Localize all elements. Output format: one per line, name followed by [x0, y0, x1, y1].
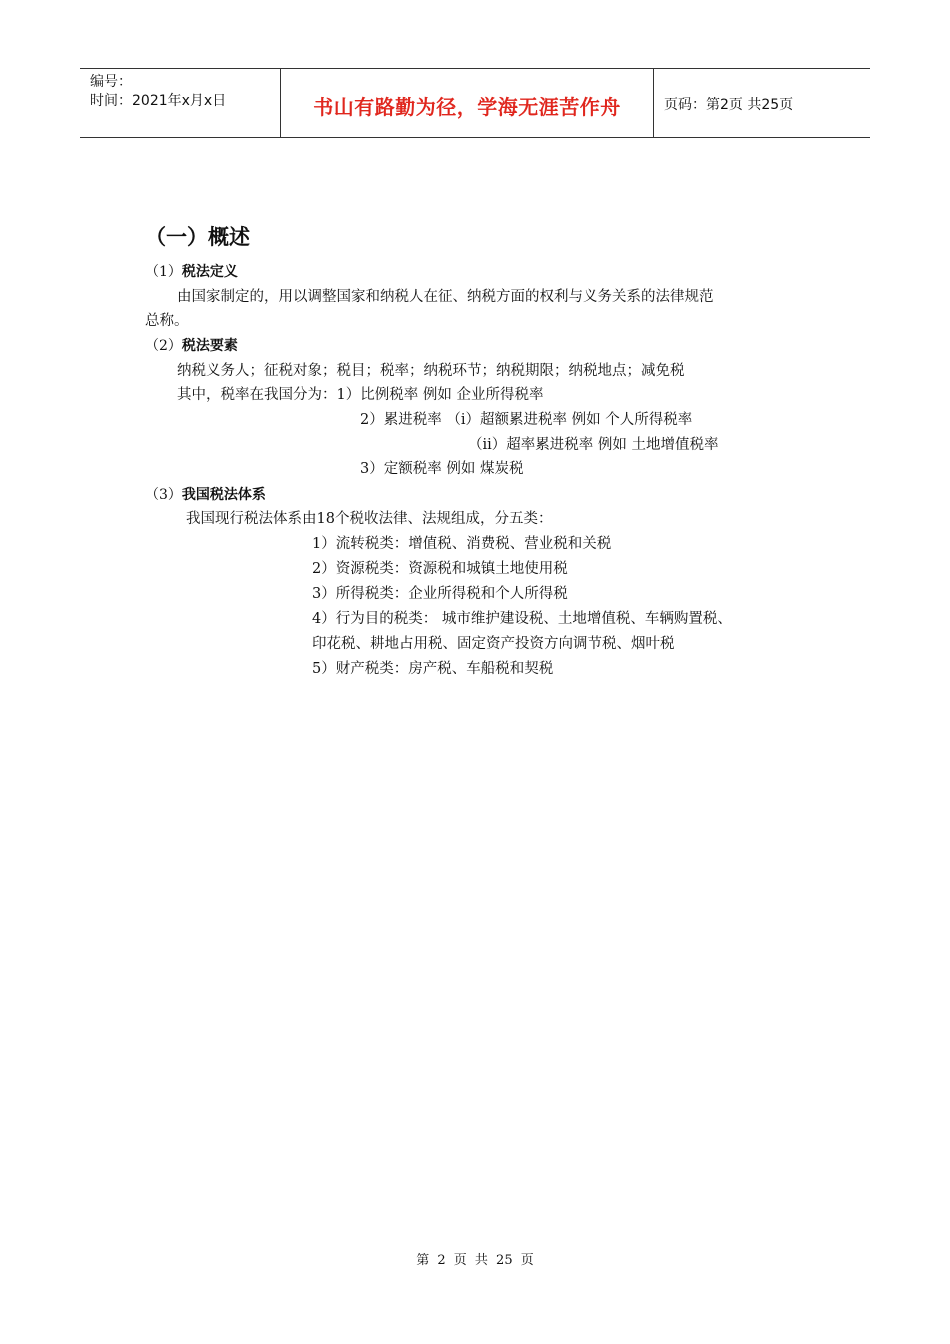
document-time-label: 时间：2021年x月x日: [90, 93, 227, 109]
paragraph-line: 其中，税率在我国分为：1）比例税率 例如 企业所得税率: [177, 387, 544, 403]
paragraph-line: 总称。: [145, 313, 189, 329]
subsection-heading-3: [145, 486, 266, 504]
paragraph-line: 由国家制定的，用以调整国家和纳税人在征、纳税方面的权利与义务关系的法律规范: [177, 289, 714, 305]
subsection-number: （2）: [145, 338, 182, 354]
document-number-label: 编号：: [90, 74, 132, 90]
subsection-heading-2: [145, 337, 238, 355]
header-page-info: 页码：第2页 共25页: [664, 97, 794, 113]
list-item: 3）所得税类：企业所得税和个人所得税: [312, 586, 568, 602]
subsection-title: 税法要素: [181, 338, 238, 354]
subsection-heading-1: [145, 263, 238, 281]
list-item: 印花税、耕地占用税、固定资产投资方向调节税、烟叶税: [312, 636, 675, 652]
subsection-title: 税法定义: [181, 264, 238, 280]
paragraph-line: 2）累进税率 （i）超额累进税率 例如 个人所得税率: [360, 412, 693, 428]
paragraph-line: 纳税义务人；征税对象；税目；税率；纳税环节；纳税期限；纳税地点；减免税: [177, 363, 685, 379]
header-motto-cell: [281, 69, 654, 137]
subsection-number: （3）: [145, 487, 182, 503]
subsection-number: （1）: [145, 264, 182, 280]
page-footer: 第 2 页 共 25 页: [416, 1253, 534, 1268]
list-item: 4）行为目的税类： 城市维护建设税、土地增值税、车辆购置税、: [312, 611, 732, 627]
header-meta-cell: [80, 69, 281, 137]
list-item: 1）流转税类：增值税、消费税、营业税和关税: [312, 536, 612, 552]
header-page-cell: [654, 69, 870, 137]
list-item: 2）资源税类：资源税和城镇土地使用税: [312, 561, 568, 577]
list-item: 5）财产税类：房产税、车船税和契税: [312, 661, 554, 677]
header-motto: 书山有路勤为径，学海无涯苦作舟: [313, 95, 621, 119]
paragraph-line: 我国现行税法体系由18个税收法律、法规组成，分五类：: [186, 511, 553, 527]
paragraph-line: 3）定额税率 例如 煤炭税: [360, 461, 524, 477]
header-table: [80, 68, 870, 138]
subsection-title: 我国税法体系: [181, 487, 266, 503]
section-title: （一）概述: [145, 225, 250, 249]
paragraph-line: （ii）超率累进税率 例如 土地增值税率: [468, 437, 719, 453]
